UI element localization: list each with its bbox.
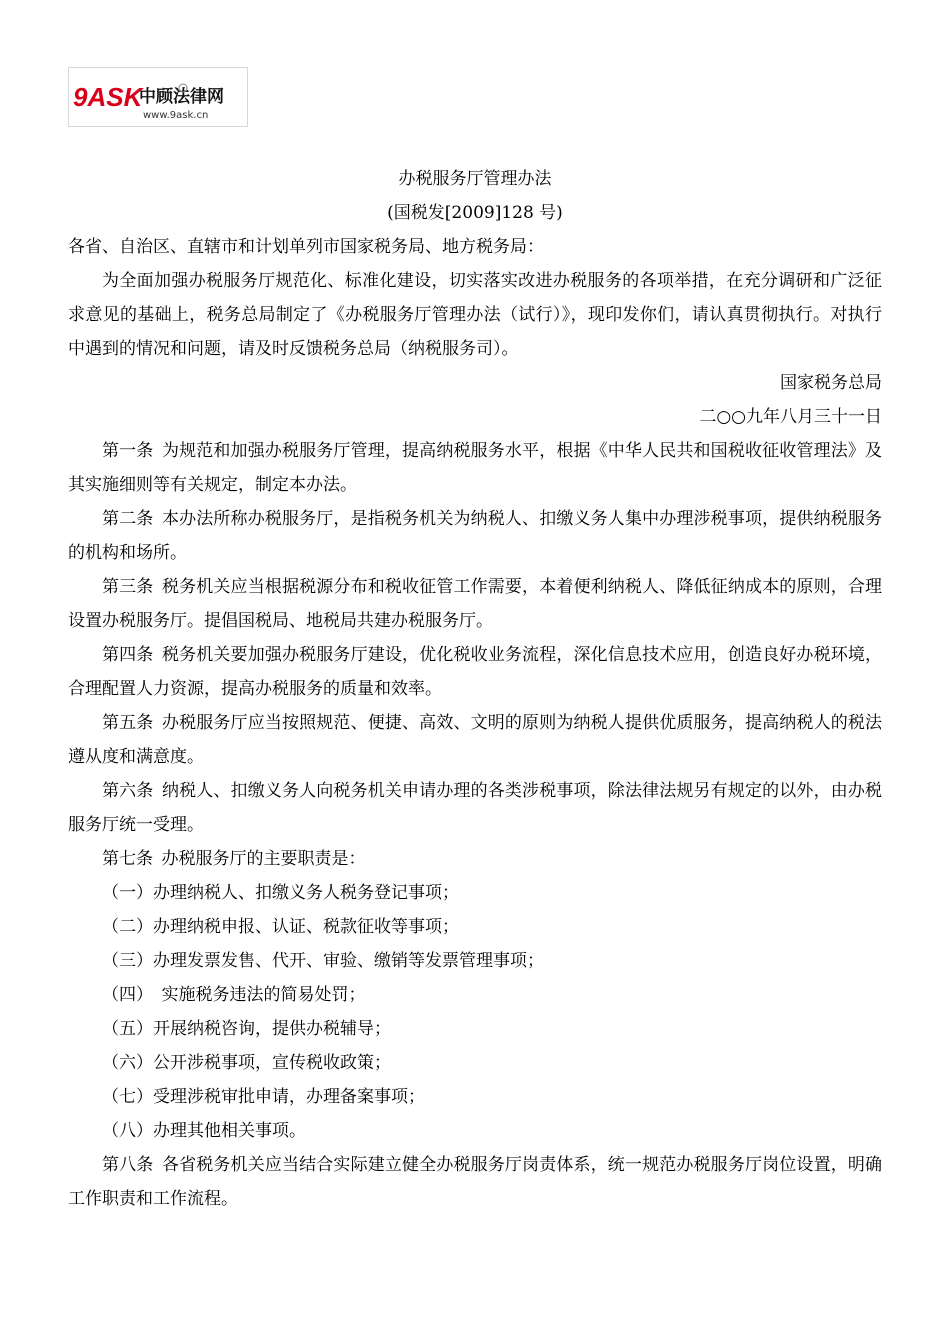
duty-item-6: （六）公开涉税事项，宣传税收政策； (102, 1053, 391, 1073)
logo-graphic (69, 68, 247, 126)
issue-date: 二○○九年八月三十一日 (699, 407, 882, 427)
duty-item-7: （七）受理涉税审批申请，办理备案事项； (102, 1087, 425, 1107)
article-label: 第四条 (102, 645, 154, 665)
article-8 (68, 1148, 882, 1216)
article-3 (68, 570, 882, 638)
document-body (68, 160, 882, 1216)
issuer: 国家税务总局 (780, 373, 882, 393)
duty-item-3: （三）办理发票发售、代开、审验、缴销等发票管理事项； (102, 951, 544, 971)
article-label: 第二条 (102, 509, 154, 529)
logo-name: 中顾法律网 (139, 87, 224, 107)
article-text: 税务机关要加强办税服务厅建设，优化税收业务流程，深化信息技术应用，创造良好办税环境，合理配置人力资源，提高办税服务的质量和效率。 (68, 645, 883, 699)
article-text: 为规范和加强办税服务厅管理，提高纳税服务水平，根据《中华人民共和国税收征收管理法》及其实施细则等有关规定，制定本办法。 (68, 441, 883, 495)
logo-mark: 9ASK (73, 82, 143, 112)
article-2 (68, 502, 882, 570)
duty-item-4: （四） 实施税务违法的简易处罚； (102, 985, 366, 1005)
article-label: 第七条 (102, 849, 153, 869)
article-6 (68, 774, 882, 842)
duty-item-5: （五）开展纳税咨询，提供办税辅导； (102, 1019, 391, 1039)
duty-item-1: （一）办理纳税人、扣缴义务人税务登记事项； (102, 883, 459, 903)
addressee: 各省、自治区、直辖市和计划单列市国家税务局、地方税务局： (68, 237, 544, 257)
logo-url: www.9ask.cn (143, 110, 209, 121)
article-1 (68, 434, 882, 502)
article-label: 第五条 (102, 713, 154, 733)
document-number: (国税发[2009]128 号) (387, 203, 563, 223)
article-label: 第一条 (102, 441, 154, 461)
article-5 (68, 706, 882, 774)
article-text: 税务机关应当根据税源分布和税收征管工作需要，本着便利纳税人、降低征纳成本的原则，合理设置办税服务厅。提倡国税局、地税局共建办税服务厅。 (68, 577, 883, 631)
article-text: 各省税务机关应当结合实际建立健全办税服务厅岗责体系，统一规范办税服务厅岗位设置，明确工作职责和工作流程。 (68, 1155, 883, 1209)
document-title: 办税服务厅管理办法 (398, 169, 552, 189)
article-label: 第三条 (102, 577, 154, 597)
article-4 (68, 638, 882, 706)
site-logo[interactable] (68, 67, 248, 127)
article-text: 纳税人、扣缴义务人向税务机关申请办理的各类涉税事项，除法律法规另有规定的以外，由办税服务厅统一受理。 (68, 781, 883, 835)
duty-item-8: （八）办理其他相关事项。 (102, 1121, 306, 1141)
duty-item-2: （二）办理纳税申报、认证、税款征收等事项； (102, 917, 459, 937)
article-label: 第八条 (102, 1155, 154, 1175)
article-7 (68, 842, 882, 876)
article-text: 办税服务厅应当按照规范、便捷、高效、文明的原则为纳税人提供优质服务，提高纳税人的税法遵从度和满意度。 (68, 713, 883, 767)
article-label: 第六条 (102, 781, 154, 801)
intro-paragraph: 为全面加强办税服务厅规范化、标准化建设，切实落实改进办税服务的各项举措，在充分调研和广泛征求意见的基础上，税务总局制定了《办税服务厅管理办法（试行）》，现印发你们，请认真贯彻执行。对执行中遇到的情况和问题，请及时反馈税务总局（纳税服务司）。 (68, 271, 882, 359)
article-text: 办税服务厅的主要职责是： (161, 849, 366, 869)
article-text: 本办法所称办税服务厅，是指税务机关为纳税人、扣缴义务人集中办理涉税事项，提供纳税服务的机构和场所。 (68, 509, 883, 563)
